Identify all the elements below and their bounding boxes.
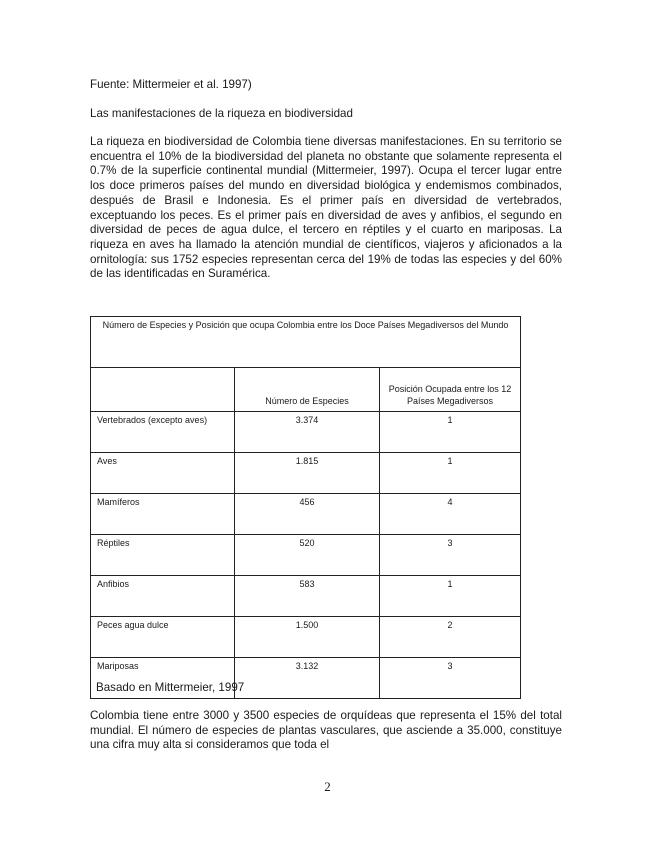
header-cell-rank: Posición Ocupada entre los 12 Países Megadiversos bbox=[380, 368, 521, 412]
cell-rank: 1 bbox=[380, 576, 521, 617]
cell-rank: 1 bbox=[380, 453, 521, 494]
table-row bbox=[91, 576, 521, 617]
cell-group: Vertebrados (excepto aves) bbox=[91, 412, 235, 453]
table-source: Basado en Mittermeier, 1997 bbox=[96, 681, 245, 694]
cell-rank: 3 bbox=[380, 658, 521, 699]
cell-count: 3.132 bbox=[235, 658, 380, 699]
species-table bbox=[90, 316, 521, 699]
cell-group: Réptiles bbox=[91, 535, 235, 576]
table-row bbox=[91, 535, 521, 576]
cell-count: 520 bbox=[235, 535, 380, 576]
paragraph-orchids: Colombia tiene entre 3000 y 3500 especies de orquídeas que representa el 15% del total mundial. El número de especies de plantas vasculares, que asciende a 35.000, constituye una cifra muy alta si consideramos que toda el bbox=[90, 709, 562, 752]
page-number: 2 bbox=[324, 779, 331, 794]
table-row bbox=[91, 453, 521, 494]
cell-count: 1.815 bbox=[235, 453, 380, 494]
table-header-row bbox=[91, 368, 521, 412]
cell-group: Anfibios bbox=[91, 576, 235, 617]
cell-count: 3.374 bbox=[235, 412, 380, 453]
cell-rank: 2 bbox=[380, 617, 521, 658]
paragraph-biodiversity: La riqueza en biodiversidad de Colombia tiene diversas manifestaciones. En su territorio se encuentra el 10% de la biodiversidad del planeta no obstante que solamente representa el 0.7% de la superficie continental mundial (Mittermeier, 1997). Ocupa el tercer lugar entre los doce primeros países del mundo en diversidad biológica y endemismos combinados, después de Brasil e Indonesia. Es el primer país en diversidad de vertebrados, exceptuando los peces. Es el primer país en diversidad de aves y anfibios, el segundo en diversidad de peces de agua dulce, el tercero en réptiles y el cuarto en mariposas. La riqueza en aves ha llamado la atención mundial de científicos, viajeros y aficionados a la ornitología: sus 1752 especies representan cerca del 19% de todas las especies y del 60% de las identificadas en Suramérica. bbox=[90, 135, 562, 281]
section-heading: Las manifestaciones de la riqueza en biodiversidad bbox=[90, 107, 353, 120]
header-cell-group bbox=[91, 368, 235, 412]
table-row bbox=[91, 494, 521, 535]
cell-group: Mariposas bbox=[91, 658, 235, 699]
cell-count: 583 bbox=[235, 576, 380, 617]
header-cell-count: Número de Especies bbox=[235, 368, 380, 412]
cell-rank: 1 bbox=[380, 412, 521, 453]
table-caption-row bbox=[91, 317, 521, 368]
cell-count: 456 bbox=[235, 494, 380, 535]
table-caption: Número de Especies y Posición que ocupa Colombia entre los Doce Países Megadiversos del Mundo bbox=[91, 317, 521, 368]
cell-rank: 4 bbox=[380, 494, 521, 535]
source-line: Fuente: Mittermeier et al. 1997) bbox=[90, 78, 252, 91]
cell-group: Mamíferos bbox=[91, 494, 235, 535]
table-row bbox=[91, 617, 521, 658]
cell-group: Peces agua dulce bbox=[91, 617, 235, 658]
cell-count: 1.500 bbox=[235, 617, 380, 658]
table-row bbox=[91, 412, 521, 453]
cell-rank: 3 bbox=[380, 535, 521, 576]
cell-group: Aves bbox=[91, 453, 235, 494]
